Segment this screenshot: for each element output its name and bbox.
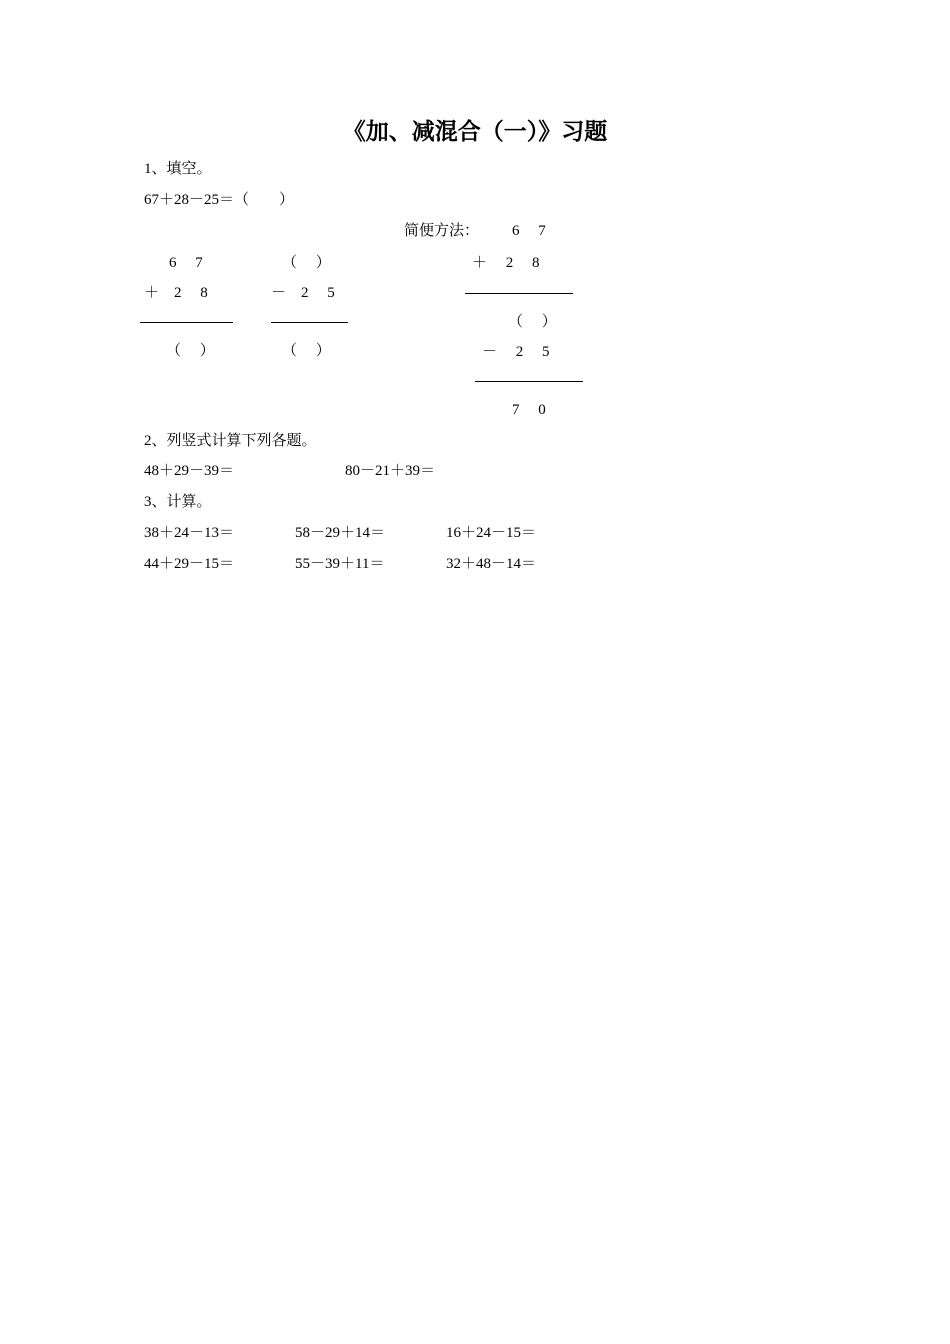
easy-divider-1 xyxy=(465,293,573,294)
col1-divider xyxy=(140,322,233,323)
page-title: 《加、减混合（一）》习题 xyxy=(342,119,608,144)
easy-result: 7 0 xyxy=(512,402,546,418)
q1-heading: 1、填空。 xyxy=(144,161,212,177)
q2-item-1: 48＋29－39＝ xyxy=(144,463,235,479)
col2-result: （ ） xyxy=(282,343,331,359)
easy-divider-2 xyxy=(475,381,583,382)
easy-method-label: 简便方法： xyxy=(404,223,480,239)
col1-top-number: 6 7 xyxy=(169,255,203,271)
col2-divider xyxy=(271,322,348,323)
col2-top-blank: （ ） xyxy=(282,255,331,271)
col2-subtrahend: － 2 5 xyxy=(271,285,335,301)
q3-item-1-3: 16＋24－15＝ xyxy=(446,525,537,541)
col1-result: （ ） xyxy=(166,343,215,359)
q3-item-2-3: 32＋48－14＝ xyxy=(446,556,537,572)
q3-item-1-1: 38＋24－13＝ xyxy=(144,525,235,541)
easy-top-number: 6 7 xyxy=(512,223,546,239)
q2-item-2: 80－21＋39＝ xyxy=(345,463,436,479)
q3-item-1-2: 58－29＋14＝ xyxy=(295,525,386,541)
easy-subtrahend: － 2 5 xyxy=(482,344,550,360)
easy-addend: ＋ 2 8 xyxy=(472,255,540,271)
col1-addend: ＋ 2 8 xyxy=(144,285,208,301)
q3-item-2-2: 55－39＋11＝ xyxy=(295,556,385,572)
q3-heading: 3、计算。 xyxy=(144,494,212,510)
q2-heading: 2、列竖式计算下列各题。 xyxy=(144,433,317,449)
q1-equation: 67＋28－25＝（ ） xyxy=(144,192,295,208)
q3-item-2-1: 44＋29－15＝ xyxy=(144,556,235,572)
easy-intermediate-blank: （ ） xyxy=(508,314,557,330)
